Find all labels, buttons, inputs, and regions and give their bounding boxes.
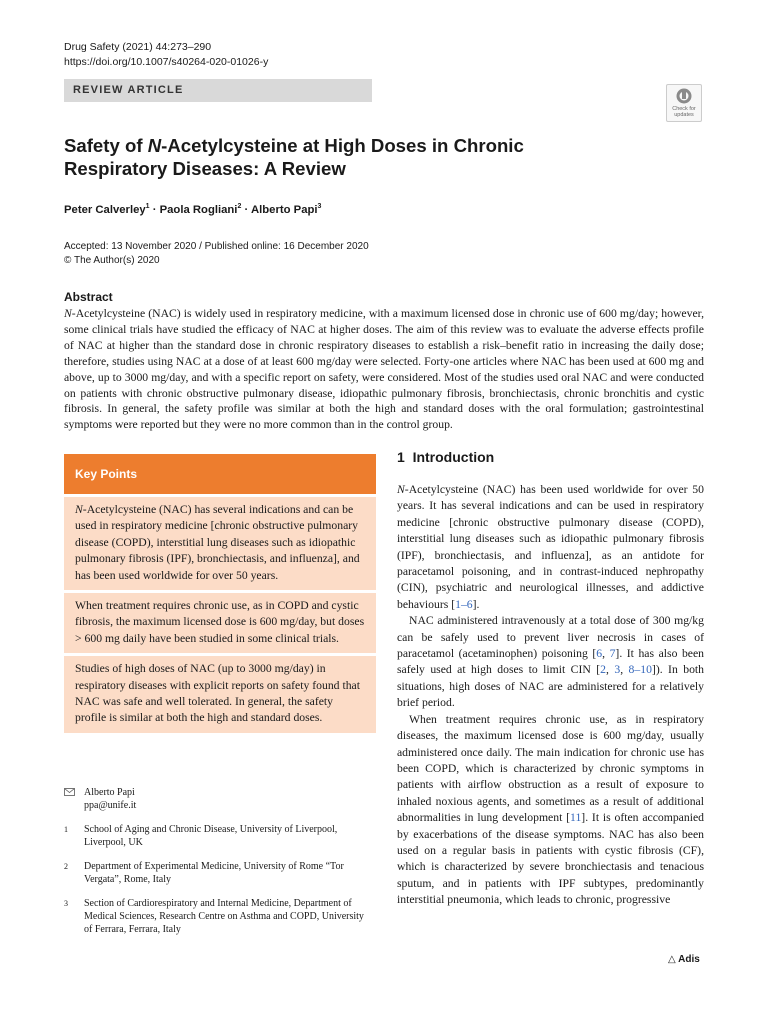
publisher-name: Adis	[678, 954, 700, 965]
abstract-text: N-Acetylcysteine (NAC) is widely used in respiratory medicine, with a maximum licensed dose in chronic use of 600 mg/day; however, some clinical trials have studied the efficacy of NAC at higher doses. The aim of this review was to evaluate the adverse effects profile of NAC at higher than the standard dose in chronic respiratory diseases to establish a risk–benefit ratio in increasing the daily dose; therefore, studies using NAC at a dose of at least 600 mg/day were selected. Forty-one articles where NAC has been used at 600 mg and above, up to 3000 mg/day, and with a specific report on safety, were considered. Most of the studies used oral NAC and were conducted on patients with chronic obstructive pulmonary disease, idiopathic pulmonary fibrosis, bronchiectasis, chronic bronchitis and cystic fibrosis. In general, the safety profile was similar at both the high and standard doses with the oral formulation; gastrointestinal symptoms were reported but they were no more common than in the control group.	[64, 307, 704, 432]
author-separator: ·	[241, 203, 251, 216]
key-points-heading: Key Points	[64, 454, 376, 494]
bookmark-refresh-icon	[667, 85, 701, 107]
accepted-published-date: Accepted: 13 November 2020 / Published online: 16 December 2020	[64, 241, 369, 252]
publisher-logo	[668, 954, 700, 965]
author-name[interactable]: Peter Calverley	[64, 203, 146, 216]
copyright-line: © The Author(s) 2020	[64, 255, 160, 266]
correspondence-email[interactable]: ppa@unife.it	[84, 800, 137, 811]
article-type-label: REVIEW ARTICLE	[73, 84, 184, 96]
affiliation-text: Department of Experimental Medicine, University of Rome “Tor Vergata”, Rome, Italy	[84, 861, 344, 885]
triangle-logo-icon: △	[668, 954, 676, 965]
affiliation-number: 2	[64, 862, 68, 871]
check-for-updates-button[interactable]	[666, 84, 702, 122]
correspondence-name: Alberto Papi	[84, 787, 135, 798]
reference-link[interactable]: 11	[570, 811, 582, 825]
affiliation-item	[64, 823, 364, 849]
doi-link[interactable]: https://doi.org/10.1007/s40264-020-01026-y	[64, 56, 269, 68]
author-name[interactable]: Alberto Papi	[250, 203, 318, 216]
article-title: Safety of N-Acetylcysteine at High Doses in Chronic Respiratory Diseases: A Review	[64, 135, 524, 179]
abstract-heading: Abstract	[64, 290, 113, 304]
introduction-heading: 1 Introduction	[397, 449, 495, 465]
reference-link[interactable]: 1–6	[455, 597, 473, 611]
affiliation-text: Section of Cardiorespiratory and Internal Medicine, Department of Medical Sciences, Research Centre on Asthma and COPD, University of Ferrara, Ferrara, Italy	[84, 898, 364, 935]
affiliations-block	[64, 786, 364, 947]
check-updates-label: Check for updates	[672, 106, 696, 118]
author-list	[64, 203, 321, 216]
key-point-item: When treatment requires chronic use, as in COPD and cystic fibrosis, the maximum licensed dose is 600 mg/day, but doses > 600 mg daily have been studied in some clinical trials.	[64, 593, 376, 653]
reference-link[interactable]: 2	[600, 663, 606, 677]
envelope-icon	[64, 786, 75, 796]
reference-link[interactable]: 7	[609, 647, 616, 661]
article-type-banner	[64, 79, 372, 102]
key-point-item: N-Acetylcysteine (NAC) has several indications and can be used in respiratory medicine [chronic obstructive pulmonary disease (COPD), interstitial lung diseases such as idiopathic pulmonary fibrosis (IPF), bronchiectasis, and influenza], and has been used worldwide for over 50 years.	[64, 497, 376, 590]
journal-citation: Drug Safety (2021) 44:273–290	[64, 41, 212, 53]
intro-paragraph: NAC administered intravenously at a total dose of 300 mg/kg can be safely used to prevent liver necrosis in cases of paracetamol (acetaminophen) poisoning [6, 7]. It has also been safely used at high doses to limit CIN [2, 3, 8–10]). In both situations, high doses of NAC are administered for a relatively brief period.	[397, 614, 705, 710]
author-affiliation-mark: 2	[237, 203, 242, 210]
introduction-body	[397, 482, 704, 909]
key-points-box	[64, 454, 376, 733]
publication-dates	[64, 240, 369, 268]
affiliation-item	[64, 897, 364, 936]
affiliation-text: School of Aging and Chronic Disease, University of Liverpool, Liverpool, UK	[84, 824, 338, 848]
reference-link[interactable]: 3	[614, 663, 621, 677]
author-affiliation-mark: 3	[317, 203, 322, 210]
author-name[interactable]: Paola Rogliani	[159, 203, 238, 216]
affiliation-number: 3	[64, 899, 68, 908]
reference-link[interactable]: 6	[596, 647, 603, 661]
reference-link[interactable]: 8–10	[628, 663, 652, 677]
intro-paragraph: When treatment requires chronic use, as in respiratory diseases, the maximum licensed dose is 600 mg/day, usually administered once daily. The main indication for chronic use has been COPD, which is characterized by chronic symptoms in patients with airflow obstruction as a result of exposure to inhaled noxious agents, and sometimes as a result of additional abnormalities in lung development [11]. It is often accompanied by exacerbations of the disease symptoms. NAC has also been used on a regular basis in patients with cystic fibrosis (CF), which is characterized by severe bronchiectasis and tenacious sputum, and in patients with IPF subtypes, predominantly interstitial pneumonia, which leads to chronic, progressive	[397, 712, 704, 907]
section-number: 1	[397, 449, 405, 465]
journal-header	[64, 40, 268, 70]
affiliation-number: 1	[64, 825, 68, 834]
affiliation-item	[64, 860, 364, 886]
author-separator: ·	[149, 203, 160, 216]
key-point-item: Studies of high doses of NAC (up to 3000 mg/day) in respiratory diseases with explicit reports on safety found that NAC was safe and well tolerated. In general, the safety profile is similar at both the high and standard doses.	[64, 656, 376, 733]
intro-paragraph: N-Acetylcysteine (NAC) has been used worldwide for over 50 years. It has several indications and can be used in respiratory medicine [chronic obstructive pulmonary disease (COPD), interstitial lung diseases such as idiopathic pulmonary fibrosis (IPF), bronchiectasis, and influenza], as an antidote for paracetamol poisoning, and in contrast-induced nephropathy (CIN), psychiatric and neurological illnesses, and addictive behaviours [1–6].	[397, 483, 704, 611]
author-affiliation-mark: 1	[145, 203, 150, 210]
correspondence-row	[64, 786, 364, 812]
